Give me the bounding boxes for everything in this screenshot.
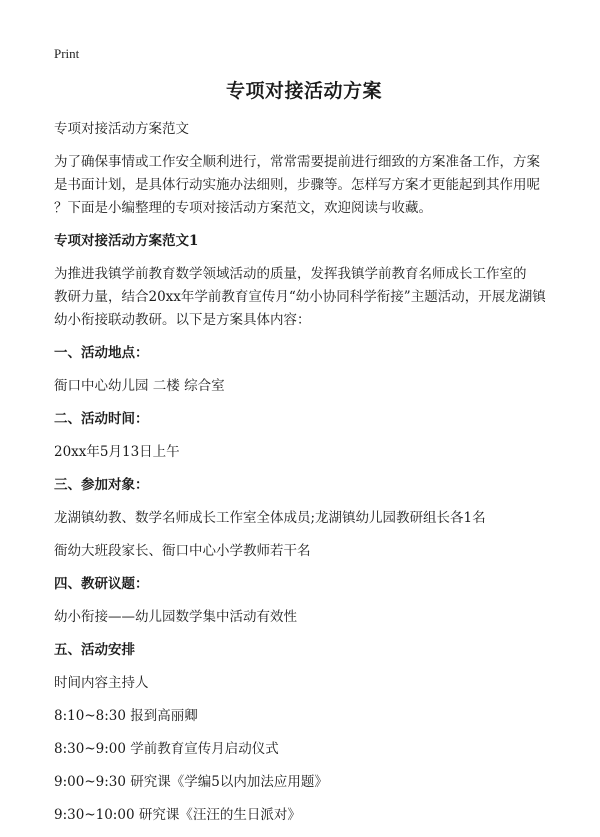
section-intro-paragraph	[54, 263, 554, 332]
heading-schedule: 五、活动安排	[54, 642, 135, 658]
section-intro-line: 为推进我镇学前教育数学领域活动的质量，发挥我镇学前教育名师成长工作室的	[54, 266, 527, 282]
intro-line: 是书面计划，是具体行动实施办法细则，步骤等。怎样写方案才更能起到其作用呢	[54, 177, 540, 193]
heading-time: 二、活动时间：	[54, 411, 149, 427]
section-title: 专项对接活动方案范文1	[54, 233, 199, 249]
document-subtitle: 专项对接活动方案范文	[54, 121, 189, 137]
heading-location: 一、活动地点：	[54, 345, 149, 361]
topic-text: 幼小衔接——幼儿园数学集中活动有效性	[54, 609, 297, 625]
intro-paragraph	[54, 151, 554, 220]
heading-topic: 四、教研议题：	[54, 576, 149, 592]
schedule-header: 时间内容主持人	[54, 675, 149, 691]
document-title: 专项对接活动方案	[225, 80, 382, 102]
schedule-item: 9:00~9:30 研究课《学编5以内加法应用题》	[54, 774, 328, 790]
participants-line-1: 龙湖镇幼教、数学名师成长工作室全体成员;龙湖镇幼儿园教研组长各1名	[54, 510, 486, 526]
time-text: 20xx年5月13日上午	[54, 444, 180, 460]
section-intro-line: 教研力量，结合20xx年学前教育宣传月“幼小协同科学衔接”主题活动，开展龙湖镇	[54, 289, 546, 305]
intro-line: 为了确保事情或工作安全顺利进行，常常需要提前进行细致的方案准备工作，方案	[54, 154, 540, 170]
participants-line-2: 衙幼大班段家长、衙口中心小学教师若干名	[54, 543, 311, 559]
document-page	[54, 78, 554, 837]
section-intro-line: 幼小衔接联动教研。以下是方案具体内容：	[54, 312, 311, 328]
schedule-item: 9:30~10:00 研究课《汪汪的生日派对》	[54, 807, 301, 823]
intro-line: ？下面是小编整理的专项对接活动方案范文，欢迎阅读与收藏。	[54, 200, 432, 216]
schedule-item: 8:10~8:30 报到高丽卿	[54, 708, 198, 724]
location-text: 衙口中心幼儿园 二楼 综合室	[54, 378, 225, 394]
schedule-item: 8:30~9:00 学前教育宣传月启动仪式	[54, 741, 279, 757]
print-label: Print	[54, 46, 80, 61]
heading-participants: 三、参加对象：	[54, 477, 149, 493]
